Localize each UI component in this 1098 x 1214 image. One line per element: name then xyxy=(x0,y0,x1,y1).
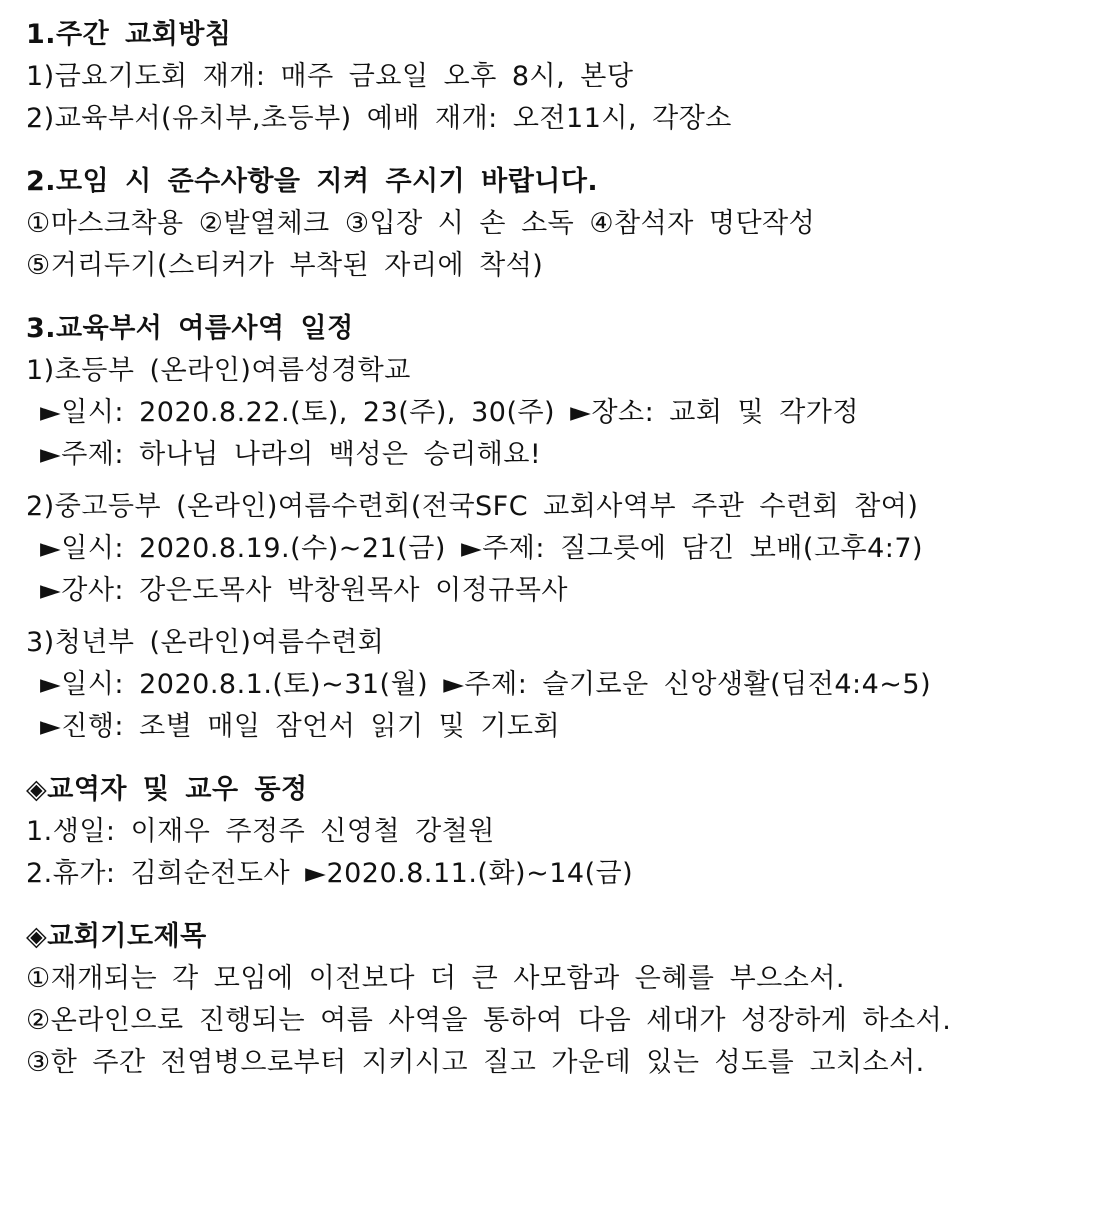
rules-item-2: ⑤거리두기(스티커가 부착된 자리에 착석) xyxy=(26,250,544,281)
youth-detail-1: ►일시: 2020.8.19.(수)~21(금) ►주제: 질그릇에 담긴 보배(고후4:7) xyxy=(40,533,924,564)
rules-item-1: ①마스크착용 ②발열체크 ③입장 시 손 소독 ④참석자 명단작성 xyxy=(26,208,816,239)
prayer-item-1: ①재개되는 각 모임에 이전보다 더 큰 사모함과 은혜를 부으소서. xyxy=(26,963,845,994)
youth-detail-2: ►강사: 강은도목사 박창원목사 이정규목사 xyxy=(40,575,569,606)
elementary-detail-2: ►주제: 하나님 나라의 백성은 승리해요! xyxy=(40,439,542,470)
prayer-title: ◈교회기도제목 xyxy=(26,921,207,952)
young-adults-detail-2: ►진행: 조별 매일 잠언서 읽기 및 기도회 xyxy=(40,711,561,742)
young-adults-detail-1: ►일시: 2020.8.1.(토)~31(월) ►주제: 슬기로운 신앙생활(딤전4:4~5) xyxy=(40,669,932,700)
elementary-detail-1: ►일시: 2020.8.22.(토), 23(주), 30(주) ►장소: 교회 및 각가정 xyxy=(40,397,859,428)
prayer-item-3: ③한 주간 전염병으로부터 지키시고 질고 가운데 있는 성도를 고치소서. xyxy=(26,1047,925,1078)
policy-item-2: 2)교육부서(유치부,초등부) 예배 재개: 오전11시, 각장소 xyxy=(26,103,732,134)
ministers-item-1: 1.생일: 이재우 주정주 신영철 강철원 xyxy=(26,816,495,847)
policy-title: 1.주간 교회방침 xyxy=(26,19,232,50)
summer-title: 3.교육부서 여름사역 일정 xyxy=(26,313,354,344)
elementary-heading: 1)초등부 (온라인)여름성경학교 xyxy=(26,355,411,386)
rules-title: 2.모임 시 준수사항을 지켜 주시기 바랍니다. xyxy=(26,166,599,197)
young-adults-heading: 3)청년부 (온라인)여름수련회 xyxy=(26,627,385,658)
policy-item-1: 1)금요기도회 재개: 매주 금요일 오후 8시, 본당 xyxy=(26,61,634,92)
ministers-title: ◈교역자 및 교우 동정 xyxy=(26,774,308,805)
prayer-item-2: ②온라인으로 진행되는 여름 사역을 통하여 다음 세대가 성장하게 하소서. xyxy=(26,1005,952,1036)
bulletin-document xyxy=(26,14,1092,1084)
ministers-item-2: 2.휴가: 김희순전도사 ►2020.8.11.(화)~14(금) xyxy=(26,858,634,889)
youth-heading: 2)중고등부 (온라인)여름수련회(전국SFC 교회사역부 주관 수련회 참여) xyxy=(26,491,919,522)
